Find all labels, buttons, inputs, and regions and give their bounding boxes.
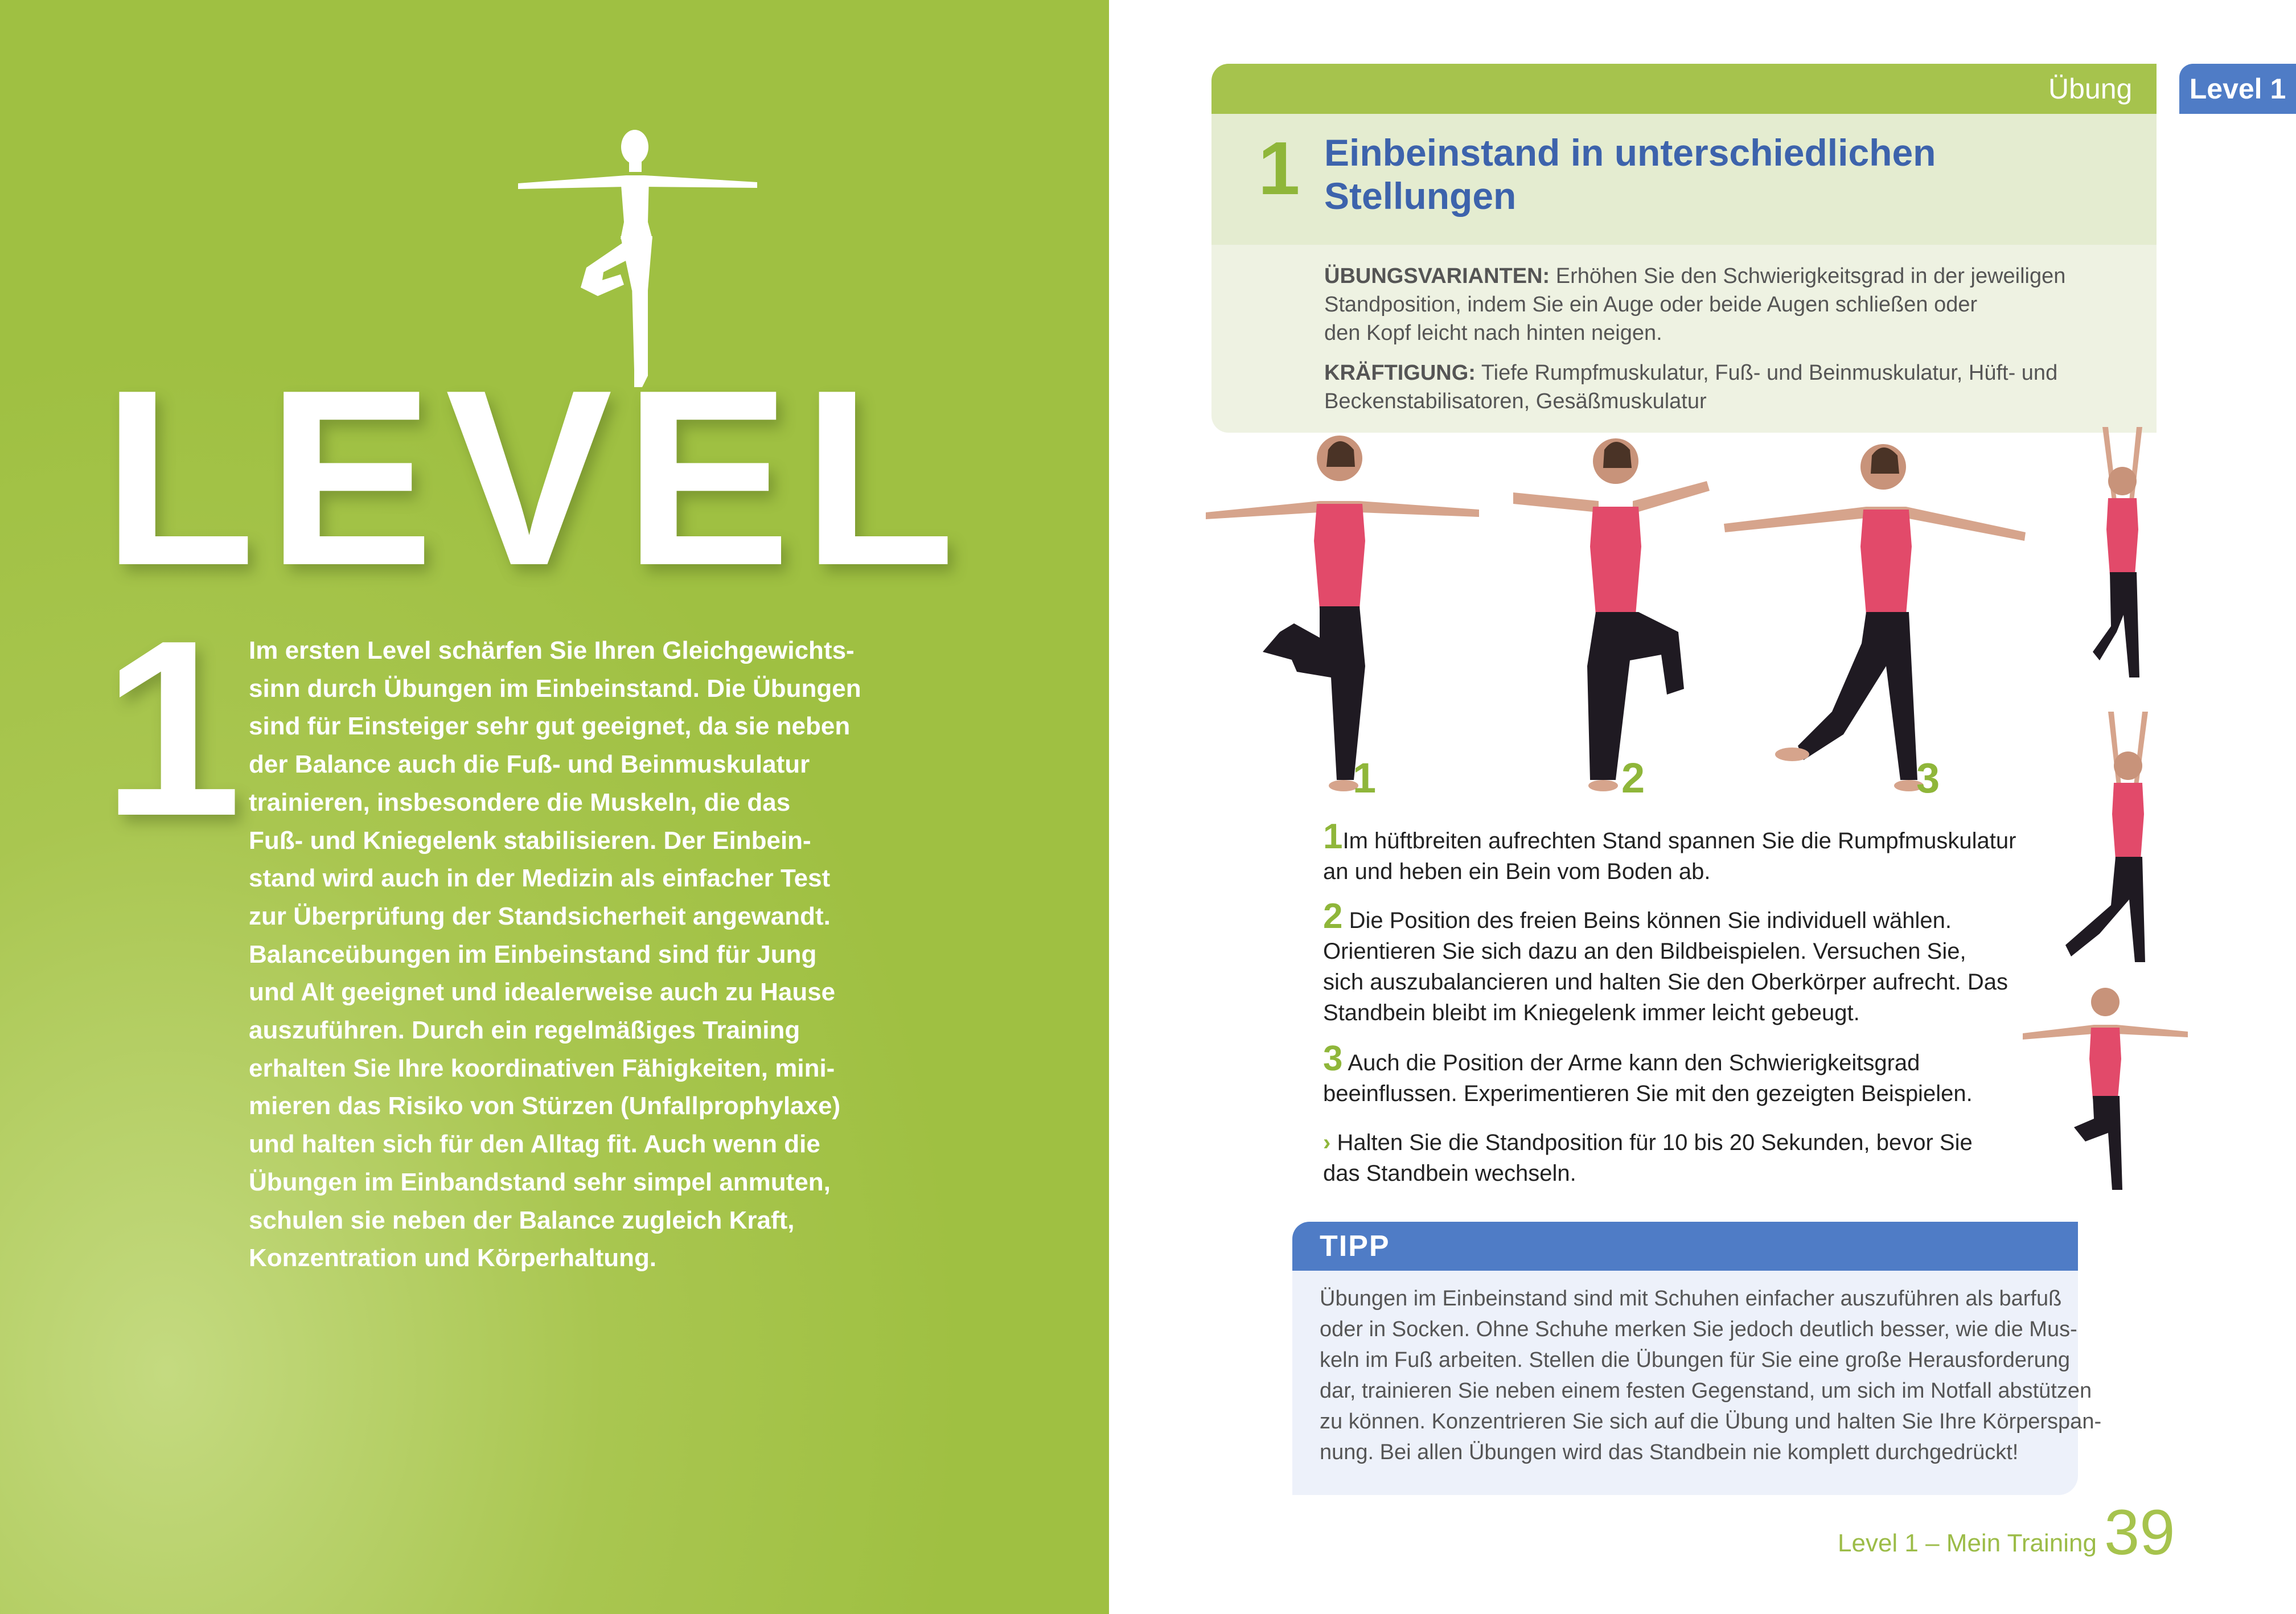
step-text: Standbein bleibt im Kniegelenk immer leicht gebeugt. bbox=[1323, 1000, 1860, 1025]
intro-line: Balanceübungen im Einbeinstand sind für Jung bbox=[249, 940, 817, 968]
strength-text: Beckenstabilisatoren, Gesäßmuskulatur bbox=[1324, 389, 1707, 413]
level-title: LEVEL 1 bbox=[102, 338, 963, 868]
exercise-number: 1 bbox=[1258, 126, 1300, 210]
instruction-step bbox=[1323, 897, 2008, 1028]
tipp-text bbox=[1320, 1283, 2102, 1468]
left-page bbox=[0, 0, 1109, 1614]
instruction-step bbox=[1323, 1039, 1978, 1109]
strength-paragraph bbox=[1324, 359, 2064, 416]
intro-paragraph bbox=[249, 632, 881, 1278]
tipp-line: dar, trainieren Sie neben einem festen Gegenstand, um sich im Notfall abstützen bbox=[1320, 1379, 2092, 1403]
variants-label: ÜBUNGSVARIANTEN: bbox=[1324, 264, 1550, 288]
exercise-photo-1 bbox=[1194, 427, 1490, 802]
exercise-photo-4 bbox=[2065, 421, 2179, 683]
intro-line: erhalten Sie Ihre koordinativen Fähigkeiten, mini- bbox=[249, 1054, 835, 1082]
exercise-title-line: Stellungen bbox=[1324, 175, 1517, 217]
intro-line: sinn durch Übungen im Einbeinstand. Die Übungen bbox=[249, 674, 861, 703]
right-page bbox=[1109, 0, 2286, 1614]
step-number: 2 bbox=[1323, 897, 1343, 936]
exercise-photo-3 bbox=[1712, 427, 2031, 802]
intro-line: und halten sich für den Alltag fit. Auch wenn die bbox=[249, 1130, 820, 1159]
intro-line: Konzentration und Körperhaltung. bbox=[249, 1244, 657, 1272]
step-text: Im hüftbreiten aufrechten Stand spannen Sie die Rumpfmuskulatur bbox=[1342, 828, 2016, 853]
exercise-photo-5 bbox=[2026, 706, 2185, 968]
exercise-header-bar bbox=[1211, 64, 2286, 114]
step-number: 3 bbox=[1323, 1039, 1343, 1078]
step-text: sich auszubalancieren und halten Sie den Oberkörper aufrecht. Das bbox=[1323, 970, 2008, 995]
step-text: Die Position des freien Beins können Sie individuell wählen. bbox=[1342, 908, 1952, 933]
strength-text: Tiefe Rumpfmuskulatur, Fuß- und Beinmuskulatur, Hüft- und bbox=[1475, 361, 2058, 385]
tipp-box bbox=[1292, 1271, 2102, 1495]
variants-text: Standposition, indem Sie ein Auge oder beide Augen schließen oder bbox=[1324, 293, 1978, 317]
arrow-right-icon: › bbox=[1323, 1130, 1331, 1155]
exercise-title-line: Einbeinstand in unterschiedlichen bbox=[1324, 132, 1936, 174]
step-text: Orientieren Sie sich dazu an den Bildbeispielen. Versuchen Sie, bbox=[1323, 939, 1966, 964]
step-number: 1 bbox=[1323, 817, 1343, 856]
instruction-step bbox=[1323, 817, 2016, 887]
intro-line: schulen sie neben der Balance zugleich Kraft, bbox=[249, 1206, 795, 1234]
intro-line: Übungen im Einbandstand sehr simpel anmuten, bbox=[249, 1168, 831, 1196]
intro-line: zur Überprüfung der Standsicherheit angewandt. bbox=[249, 902, 831, 930]
intro-line: Fuß- und Kniegelenk stabilisieren. Der Einbein- bbox=[249, 826, 811, 855]
exercise-info-box bbox=[1211, 245, 2157, 433]
exercise-photo-2 bbox=[1496, 427, 1712, 802]
step-text: an und heben ein Bein vom Boden ab. bbox=[1323, 859, 1711, 884]
intro-line: und Alt geeignet und idealerweise auch zu Hause bbox=[249, 978, 836, 1007]
figure-label-3: 3 bbox=[1916, 754, 1940, 802]
intro-line: Im ersten Level schärfen Sie Ihren Gleichgewichts- bbox=[249, 636, 855, 664]
strength-label: KRÄFTIGUNG: bbox=[1324, 361, 1476, 385]
exercise-heading bbox=[1211, 114, 2157, 245]
intro-line: stand wird auch in der Medizin als einfacher Test bbox=[249, 864, 831, 893]
tipp-title: TIPP bbox=[1320, 1230, 1390, 1263]
step-text: beeinflussen. Experimentieren Sie mit den gezeigten Beispielen. bbox=[1323, 1081, 1973, 1106]
variants-text: den Kopf leicht nach hinten neigen. bbox=[1324, 321, 1662, 345]
variants-text: Erhöhen Sie den Schwierigkeitsgrad in der jeweiligen bbox=[1550, 264, 2066, 288]
tipp-line: zu können. Konzentrieren Sie sich auf die Übung und halten Sie Ihre Körperspan- bbox=[1320, 1410, 2102, 1434]
note-text: das Standbein wechseln. bbox=[1323, 1161, 1576, 1186]
figure-label-1: 1 bbox=[1353, 754, 1377, 802]
tipp-line: Übungen im Einbeinstand sind mit Schuhen einfacher auszuführen als barfuß bbox=[1320, 1287, 2062, 1311]
page-number: 39 bbox=[2104, 1497, 2175, 1568]
figure-label-2: 2 bbox=[1621, 754, 1645, 802]
hold-note bbox=[1323, 1127, 1978, 1189]
tipp-line: nung. Bei allen Übungen wird das Standbein nie komplett durchgedrückt! bbox=[1320, 1440, 2019, 1464]
level-tab: Level 1 bbox=[2179, 64, 2296, 114]
variants-paragraph bbox=[1324, 262, 2064, 347]
intro-line: der Balance auch die Fuß- und Beinmuskulatur bbox=[249, 750, 810, 779]
step-text: Auch die Position der Arme kann den Schwierigkeitsgrad bbox=[1342, 1050, 1920, 1075]
intro-line: trainieren, insbesondere die Muskeln, die das bbox=[249, 788, 791, 816]
tipp-header bbox=[1292, 1222, 2078, 1271]
tipp-line: oder in Socken. Ohne Schuhe merken Sie jedoch deutlich besser, wie die Mus- bbox=[1320, 1317, 2077, 1341]
exercise-title bbox=[1324, 131, 2007, 217]
exercise-photo-6 bbox=[2020, 979, 2191, 1196]
note-text: Halten Sie die Standposition für 10 bis 20 Sekunden, bevor Sie bbox=[1330, 1130, 1973, 1155]
intro-line: auszuführen. Durch ein regelmäßiges Training bbox=[249, 1016, 800, 1045]
tipp-line: keln im Fuß arbeiten. Stellen die Übungen für Sie eine große Herausforderung bbox=[1320, 1348, 2071, 1372]
running-footer: Level 1 – Mein Training bbox=[1838, 1529, 2097, 1557]
intro-line: sind für Einsteiger sehr gut geeignet, da sie neben bbox=[249, 712, 851, 741]
intro-line: mieren das Risiko von Stürzen (Unfallprophylaxe) bbox=[249, 1092, 841, 1120]
exercise-tab: Übung bbox=[2048, 73, 2133, 105]
